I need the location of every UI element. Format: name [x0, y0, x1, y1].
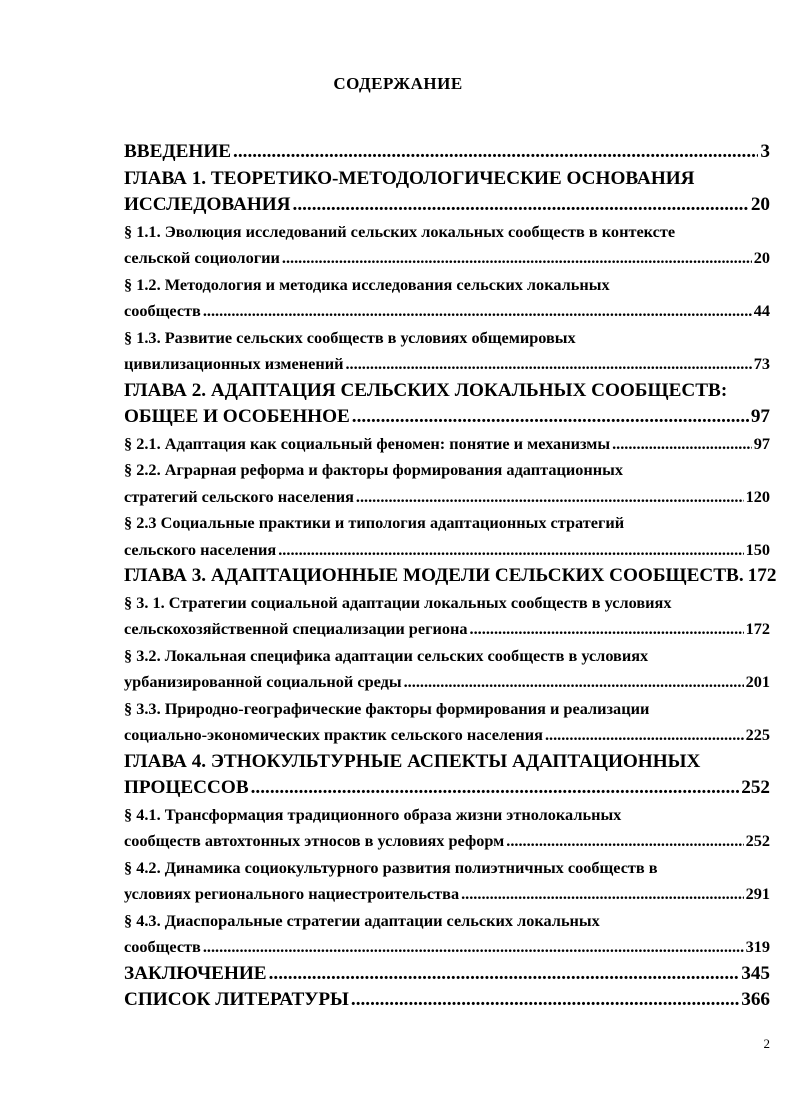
toc-page-number: 366 [741, 989, 770, 1010]
toc-entry-last-line [124, 563, 777, 590]
toc-entry-text: § 2.1. Адаптация как социальный феномен: понятие и механизмы [124, 433, 611, 453]
toc-entry-last-line [124, 431, 770, 458]
toc-entry-last-line [124, 484, 770, 511]
toc-entry-last-line [124, 828, 770, 855]
toc-entry-text: ГЛАВА 2. АДАПТАЦИЯ СЕЛЬСКИХ ЛОКАЛЬНЫХ СООБЩЕСТВ: [124, 379, 728, 401]
page-title: СОДЕРЖАНИЕ [333, 74, 463, 93]
toc-section-entry[interactable] [124, 643, 770, 696]
toc-page-number: 172 [745, 619, 770, 638]
toc-chapter-entry[interactable] [124, 378, 770, 431]
toc-section-entry[interactable] [124, 219, 770, 272]
dot-leader [282, 245, 752, 272]
dot-leader [545, 722, 744, 749]
toc-page-number: 252 [741, 777, 770, 798]
dot-leader [251, 775, 740, 802]
toc-entry-text: ГЛАВА 3. АДАПТАЦИОННЫЕ МОДЕЛИ СЕЛЬСКИХ СООБЩЕСТВ. [124, 565, 744, 586]
toc-section-entry[interactable] [124, 325, 770, 378]
page-number: 2 [763, 1036, 770, 1051]
toc-page-number: 225 [745, 725, 770, 744]
toc-entry-text: сельского населения [124, 539, 277, 559]
toc-entry-text: условиях регионального нациестроительства [124, 884, 460, 903]
toc-entry-text: сообществ [124, 301, 201, 320]
toc-entry-last-line [124, 139, 770, 166]
dot-leader [461, 881, 743, 908]
toc-section-entry[interactable] [124, 802, 770, 855]
toc-section-entry[interactable] [124, 431, 770, 458]
toc-entry-last-line [124, 934, 770, 961]
dot-leader [278, 537, 743, 564]
toc-entry-text: сообществ автохтонных этносов в условиях реформ [124, 831, 505, 850]
toc-entry-text: § 3.3. Природно-географические факторы формирования и реализации [124, 698, 650, 718]
toc-entry-text: сельской социологии [124, 248, 280, 267]
toc-page-number: 97 [753, 433, 770, 453]
toc-page-number: 252 [745, 831, 770, 850]
toc-page-number: 20 [753, 248, 770, 267]
toc-page-number: 97 [750, 406, 770, 427]
toc-entry-text: § 2.2. Аграрная реформа и факторы формирования адаптационных [124, 460, 623, 479]
toc-section-entry[interactable] [124, 696, 770, 749]
toc-chapter-entry[interactable] [124, 749, 770, 802]
toc-page-number: 345 [741, 962, 770, 984]
toc-page-number: 291 [745, 884, 770, 903]
toc-entry-last-line [124, 192, 770, 219]
toc-section-entry[interactable] [124, 590, 770, 643]
toc-entry-last-line [124, 775, 770, 802]
toc-entry-text: § 1.1. Эволюция исследований сельских локальных сообществ в контексте [124, 221, 676, 241]
dot-leader [612, 431, 752, 458]
toc-entry-text: ГЛАВА 4. ЭТНОКУЛЬТУРНЫЕ АСПЕКТЫ АДАПТАЦИОННЫХ [124, 750, 701, 772]
toc-entry-text: ПРОЦЕССОВ [124, 777, 249, 798]
toc-section-entry[interactable] [124, 457, 770, 510]
toc-page-number: 201 [745, 672, 770, 691]
toc-entry-last-line [124, 537, 770, 564]
toc-entry-last-line [124, 987, 770, 1014]
toc-entry-text: ГЛАВА 1. ТЕОРЕТИКО-МЕТОДОЛОГИЧЕСКИЕ ОСНОВАНИЯ [124, 167, 695, 189]
toc-entry-last-line [124, 616, 770, 643]
dot-leader [345, 351, 751, 378]
toc-chapter-entry[interactable] [124, 166, 770, 219]
toc-chapter-entry[interactable] [124, 987, 770, 1014]
dot-leader [203, 934, 744, 961]
toc-entry-text: § 2.3 Социальные практики и типология адаптационных стратегий [124, 513, 625, 532]
dot-leader [506, 828, 743, 855]
toc-chapter-entry[interactable] [124, 139, 770, 166]
dot-leader [351, 987, 739, 1014]
toc-entry-last-line [124, 722, 770, 749]
toc-page-number: 319 [745, 937, 770, 956]
toc-entry-last-line [124, 669, 770, 696]
dot-leader [356, 484, 744, 511]
toc-page-number: 73 [753, 354, 770, 373]
toc-entry-text: § 4.2. Динамика социокультурного развития полиэтничных сообществ в [124, 857, 658, 877]
toc-entry-last-line [124, 881, 770, 908]
toc-entry-last-line [124, 351, 770, 378]
toc-section-entry[interactable] [124, 908, 770, 961]
toc-entry-text: § 3.2. Локальная специфика адаптации сельских сообществ в условиях [124, 645, 649, 665]
toc-entry-text: сельскохозяйственной специализации региона [124, 619, 468, 638]
toc-entry-text: ВВЕДЕНИЕ [124, 141, 232, 162]
dot-leader [233, 139, 758, 166]
toc-entry-last-line [124, 961, 770, 988]
toc-entry-text: стратегий сельского населения [124, 486, 354, 506]
dot-leader [470, 616, 744, 643]
dot-leader [352, 404, 749, 431]
dot-leader [269, 961, 740, 988]
toc-section-entry[interactable] [124, 510, 770, 563]
toc-section-entry[interactable] [124, 855, 770, 908]
dot-leader [203, 298, 752, 325]
toc-entry-text: § 4.3. Диаспоральные стратегии адаптации сельских локальных [124, 910, 600, 930]
toc-entry-text: § 1.2. Методология и методика исследования сельских локальных [124, 274, 610, 294]
toc-entry-text: ИССЛЕДОВАНИЯ [124, 194, 291, 215]
toc-chapter-entry[interactable] [124, 961, 770, 988]
toc-entry-text: СПИСОК ЛИТЕРАТУРЫ [124, 989, 349, 1010]
toc-page-number: 150 [745, 539, 770, 559]
toc-page-number: 3 [760, 141, 770, 162]
toc-entry-text: ОБЩЕЕ И ОСОБЕННОЕ [124, 406, 350, 427]
toc-entry-text: сообществ [124, 937, 201, 956]
toc-entry-text: цивилизационных изменений [124, 354, 344, 373]
toc-page-number: 20 [750, 194, 770, 215]
toc-page-number: 172 [747, 565, 777, 586]
toc-chapter-entry[interactable] [124, 563, 777, 590]
toc-entry-text: урбанизированной социальной среды [124, 672, 402, 691]
dot-leader [404, 669, 744, 696]
dot-leader [293, 192, 749, 219]
toc-entry-last-line [124, 298, 770, 325]
toc-entry-last-line [124, 245, 770, 272]
toc-entry-text: § 3. 1. Стратегии социальной адаптации локальных сообществ в условиях [124, 592, 672, 612]
toc-entry-last-line [124, 404, 770, 431]
toc-page-number: 44 [753, 301, 770, 320]
toc-page-number: 120 [745, 486, 770, 506]
toc-entry-text: ЗАКЛЮЧЕНИЕ [124, 962, 267, 984]
toc-entry-text: § 1.3. Развитие сельских сообществ в условиях общемировых [124, 327, 576, 347]
toc-entry-text: социально-экономических практик сельского населения [124, 725, 543, 744]
toc-entry-text: § 4.1. Трансформация традиционного образа жизни этнолокальных [124, 804, 622, 824]
table-of-contents [124, 139, 777, 1014]
toc-section-entry[interactable] [124, 272, 770, 325]
